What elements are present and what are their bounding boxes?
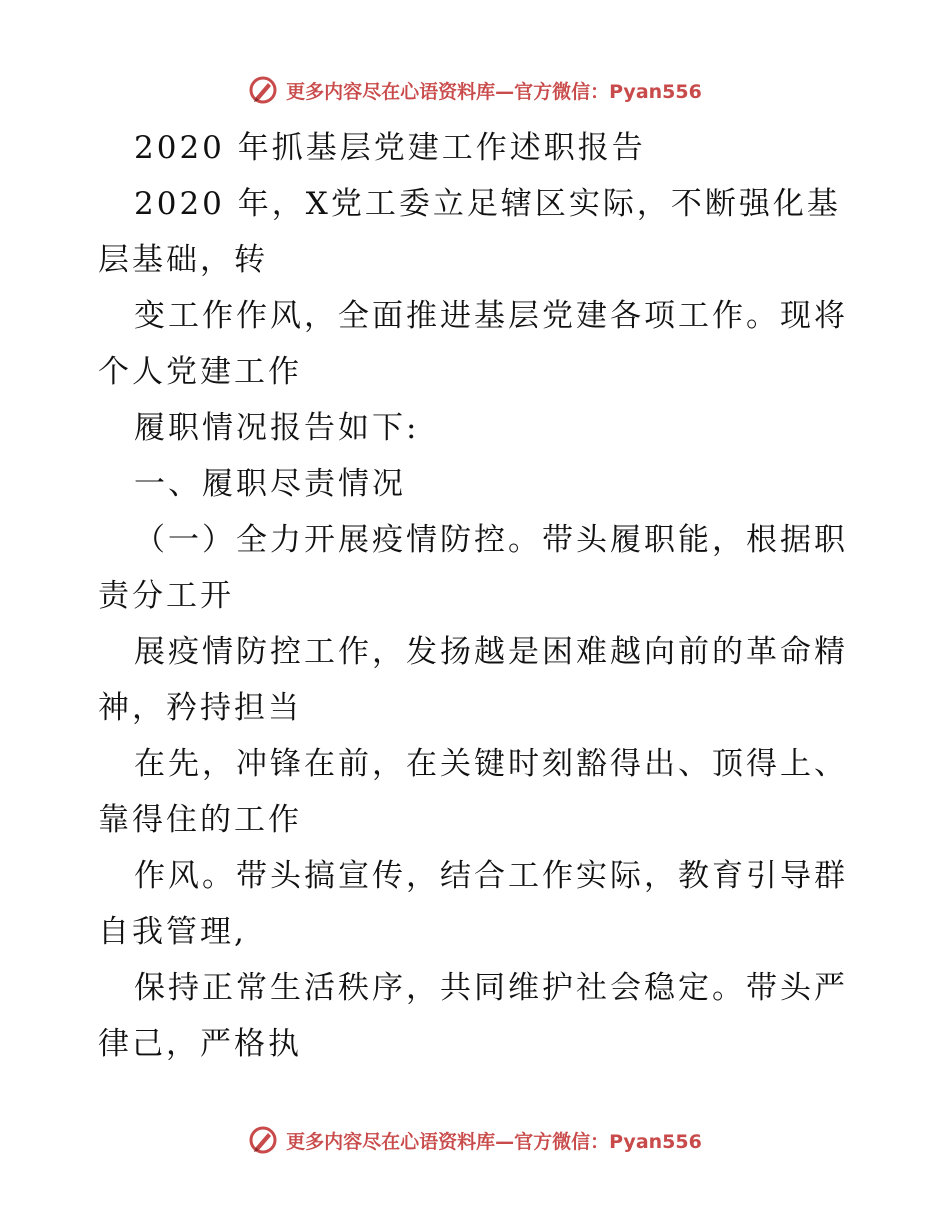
document-body [98, 120, 858, 1072]
text-line: 展疫情防控工作，发扬越是困难越向前的革命精 [134, 634, 848, 670]
text-line: 变工作作风，全面推进基层党建各项工作。现将 [134, 298, 848, 334]
text-line: 个人党建工作 [98, 354, 302, 390]
banner-text: 更多内容尽在心语资料库—官方微信：Pyan556 [286, 80, 702, 103]
text-line: 2020 年，X党工委立足辖区实际，不断强化基 [134, 186, 841, 222]
text-line: 律己，严格执 [98, 1026, 302, 1062]
text-line: 一、履职尽责情况 [134, 466, 406, 502]
banner-text: 更多内容尽在心语资料库—官方微信：Pyan556 [286, 1130, 702, 1153]
text-line: 靠得住的工作 [98, 802, 302, 838]
text-line: 自我管理, [98, 914, 247, 950]
text-line: 2020 年抓基层党建工作述职报告 [134, 130, 646, 166]
footer-banner [0, 1120, 950, 1160]
text-line: 作风。带头搞宣传，结合工作实际，教育引导群 [134, 858, 848, 894]
text-line: 履职情况报告如下: [134, 410, 420, 446]
text-line: 保持正常生活秩序，共同维护社会稳定。带头严 [134, 970, 848, 1006]
text-line: （一）全力开展疫情防控。带头履职能，根据职 [134, 522, 848, 558]
header-banner [0, 70, 950, 110]
pen-logo-icon [248, 1125, 278, 1155]
text-line: 在先，冲锋在前，在关键时刻豁得出、顶得上、 [134, 746, 848, 782]
text-line: 层基础，转 [98, 242, 268, 278]
pen-logo-icon [248, 75, 278, 105]
text-line: 责分工开 [98, 578, 234, 614]
text-line: 神，矜持担当 [98, 690, 302, 726]
